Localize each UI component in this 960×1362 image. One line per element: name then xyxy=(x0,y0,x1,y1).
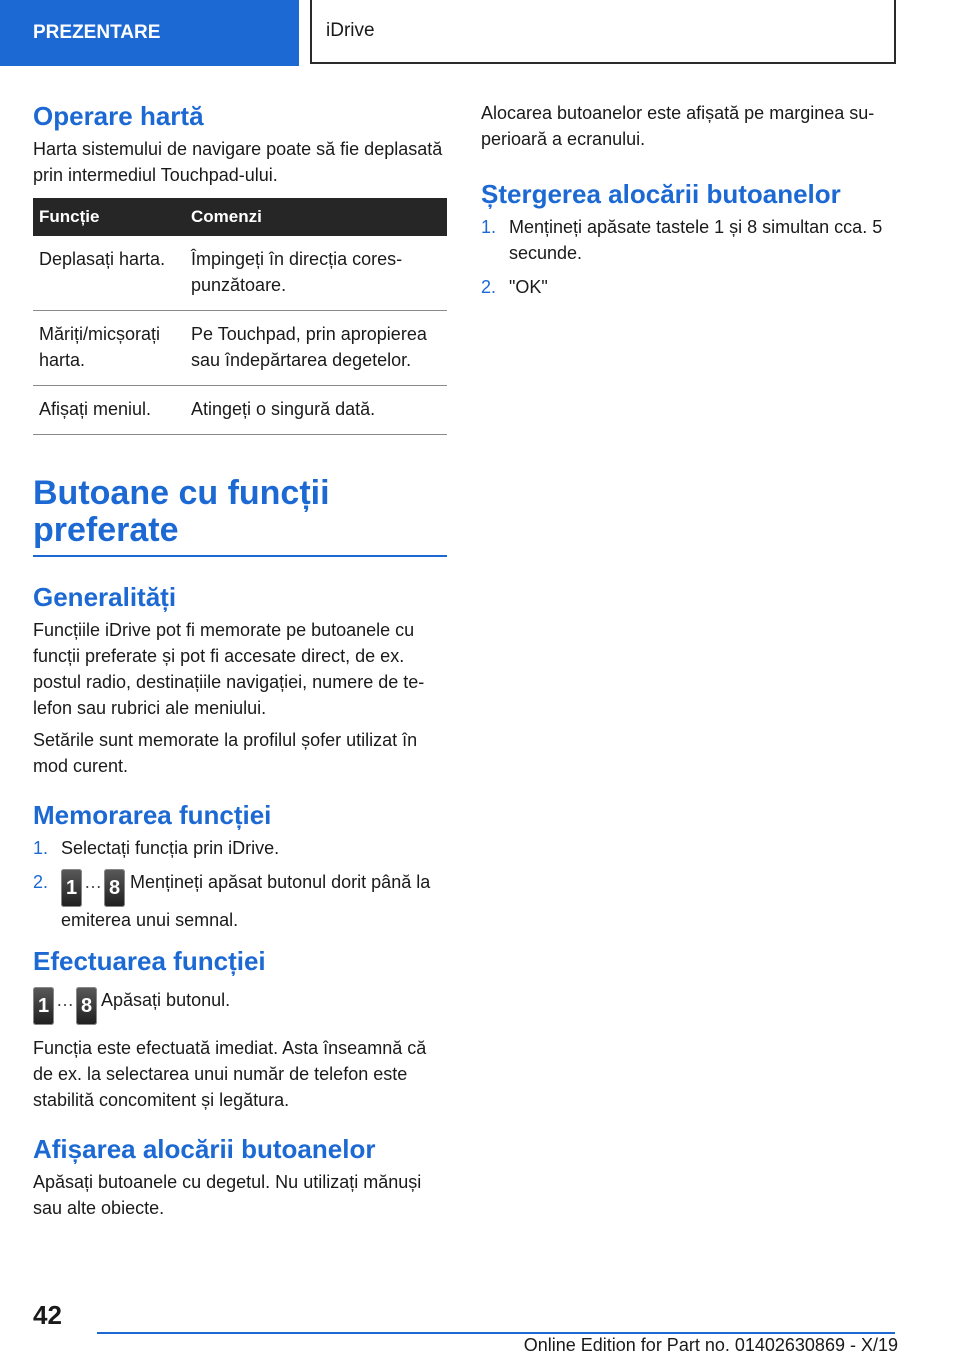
execute-function-heading: Efectuarea funcției xyxy=(33,946,266,976)
map-operation-text: Harta sistemului de navigare poate să fie deplasată prin intermediul Touchpad-ului. xyxy=(33,139,443,185)
general-paragraph-2: Setările sunt memorate la profilul șofer utilizat în mod curent. xyxy=(33,730,418,776)
delete-assignment-heading: Ștergerea alocării butoanelor xyxy=(481,179,841,209)
table-cell: Afișați meniul. xyxy=(33,386,185,435)
left-column xyxy=(33,100,447,1221)
list-item xyxy=(33,869,447,933)
execute-action-text: Apăsați butonul. xyxy=(101,990,231,1010)
table-header-row xyxy=(33,198,447,236)
table-cell: Pe Touchpad, prin apropierea sau îndepărtarea degetelor. xyxy=(185,311,447,386)
table-row xyxy=(33,311,447,386)
favorite-key-8-icon: 8 xyxy=(76,987,97,1025)
list-item xyxy=(481,274,895,300)
map-functions-table xyxy=(33,198,447,435)
map-operation-heading: Operare hartă xyxy=(33,101,204,131)
section-tab: PREZENTARE xyxy=(0,0,299,66)
chapter-tab: iDrive xyxy=(310,0,896,64)
step-number: 1. xyxy=(481,217,497,237)
page-header xyxy=(0,0,960,66)
table-cell: Măriți/micșorați harta. xyxy=(33,311,185,386)
favorite-buttons-heading: Butoane cu funcții preferate xyxy=(33,475,447,557)
table-cell: Deplasați harta. xyxy=(33,236,185,311)
step-text: Mențineți apăsate tastele 1 și 8 simultan cca. 5 secunde. xyxy=(509,217,883,263)
display-assignment-continued: Alocarea butoanelor este afișată pe marginea superioară a ecranului. xyxy=(481,103,875,149)
general-paragraph-1: Funcțiile iDrive pot fi memorate pe butoanele cu funcții preferate și pot fi accesate direct, de ex. postul radio, destinațiile navigației, numere de telefon sau rubrici ale meniului. xyxy=(33,620,425,718)
favorite-key-8-icon: 8 xyxy=(104,869,125,907)
ellipsis-text: … xyxy=(84,872,102,892)
table-header-function: Funcție xyxy=(33,198,185,236)
page-number: 42 xyxy=(33,1300,62,1330)
execute-function-text: Funcția este efectuată imediat. Asta înseamnă că de ex. la selectarea unui număr de telefon este stabilită concomitent și legătura. xyxy=(33,1038,427,1110)
execute-action xyxy=(33,987,447,1025)
step-number: 2. xyxy=(481,277,497,297)
store-function-heading: Memorarea funcției xyxy=(33,800,272,830)
table-row xyxy=(33,386,447,435)
step-text: Selectați funcția prin iDrive. xyxy=(61,838,280,858)
ellipsis-text: … xyxy=(56,990,74,1010)
list-item xyxy=(33,835,447,861)
table-cell: Atingeți o singură dată. xyxy=(185,386,447,435)
step-text: "OK" xyxy=(509,277,548,297)
favorite-key-1-icon: 1 xyxy=(61,869,82,907)
display-assignment-heading: Afișarea alocării butoanelor xyxy=(33,1134,376,1164)
step-number: 2. xyxy=(33,872,49,892)
step-text: Mențineți apăsat butonul dorit până la emiterea unui semnal. xyxy=(61,872,431,930)
delete-steps-list xyxy=(481,214,895,300)
general-heading: Generalități xyxy=(33,582,177,612)
right-column xyxy=(481,100,895,308)
step-number: 1. xyxy=(33,838,49,858)
list-item xyxy=(481,214,895,266)
table-row xyxy=(33,236,447,311)
table-cell: Împingeți în direcția corespunzătoare. xyxy=(185,236,447,311)
table-header-commands: Comenzi xyxy=(185,198,447,236)
footer-edition-link[interactable]: Online Edition for Part no. 01402630869 - X/19 xyxy=(523,1335,898,1355)
display-assignment-text: Apăsați butoanele cu degetul. Nu utilizați mănuși sau alte obiecte. xyxy=(33,1172,422,1218)
favorite-key-1-icon: 1 xyxy=(33,987,54,1025)
store-steps-list xyxy=(33,835,447,933)
footer-divider xyxy=(97,1332,895,1334)
